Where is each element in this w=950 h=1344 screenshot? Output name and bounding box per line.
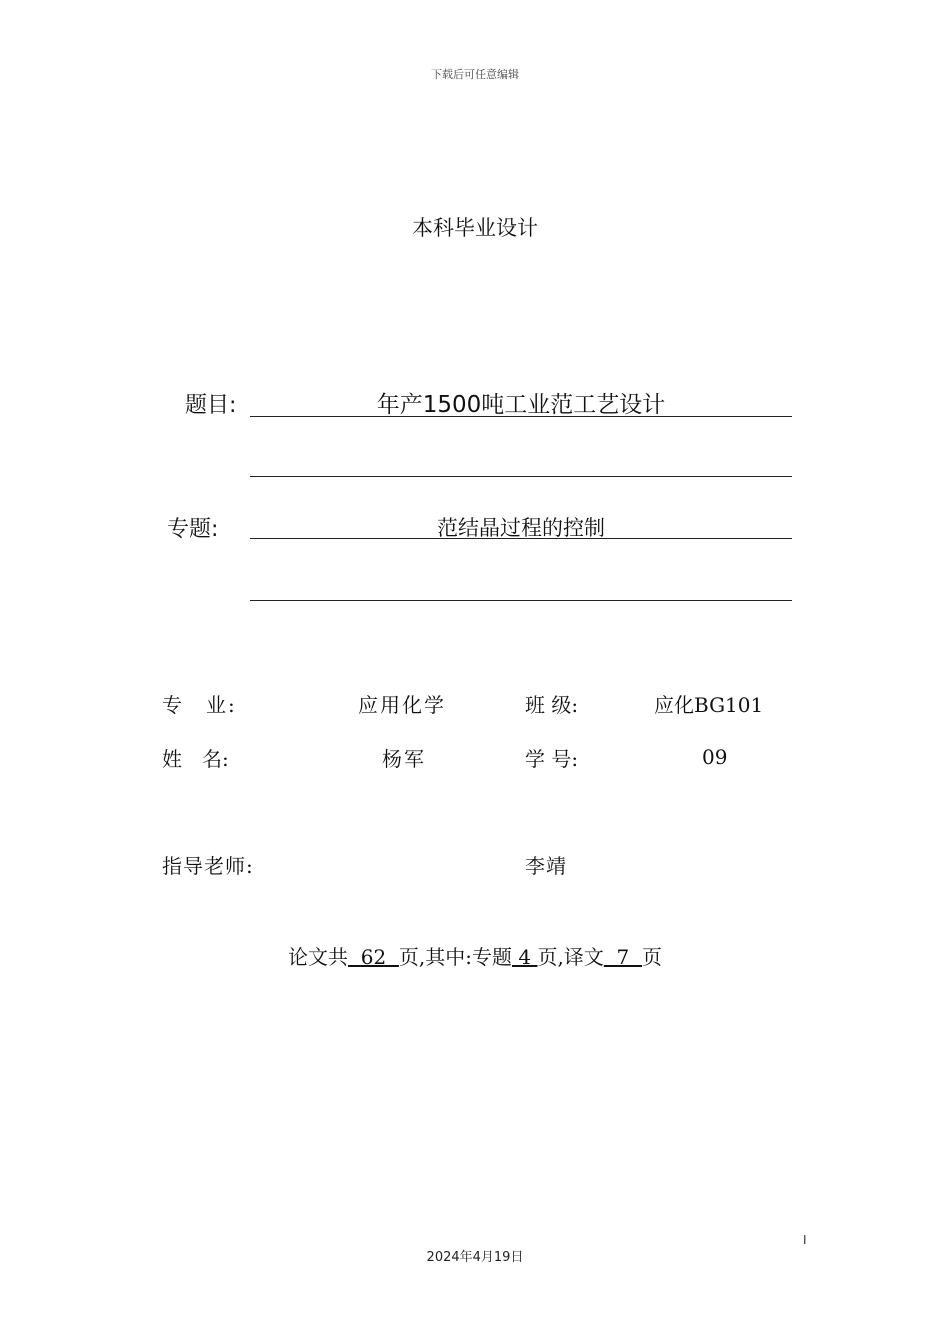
- page-count-suffix: 页: [641, 945, 662, 969]
- header-note: 下载后可任意编辑: [431, 68, 519, 81]
- topic-underline-blank: [250, 600, 792, 601]
- title-underline-blank: [250, 476, 792, 477]
- title-value: 年产1500吨工业范工艺设计: [376, 392, 666, 418]
- title-label: 题目:: [185, 393, 237, 418]
- student-id-label: 学 号:: [525, 747, 579, 771]
- name-value: 杨军: [382, 747, 426, 771]
- page-number-mark: I: [803, 1233, 807, 1247]
- advisor-value: 李靖: [525, 854, 567, 878]
- page-count-prefix: 论文共: [288, 945, 349, 969]
- page-count-middle: 页,其中:专题: [398, 945, 513, 969]
- major-value: 应用化学: [358, 693, 446, 717]
- topic-pages: 4: [512, 945, 538, 969]
- advisor-label: 指导老师:: [162, 854, 254, 878]
- major-label: 专 业:: [162, 693, 237, 717]
- topic-underline: [250, 538, 792, 539]
- name-label: 姓 名:: [162, 747, 229, 771]
- class-label: 班 级:: [525, 693, 579, 717]
- topic-label: 专题:: [167, 517, 219, 542]
- translation-pages: 7: [603, 945, 642, 969]
- page-count-middle2: 页,译文: [537, 945, 604, 969]
- total-pages: 62: [348, 945, 399, 969]
- footer-date: 2024年4月19日: [426, 1250, 524, 1265]
- title-underline: [250, 416, 792, 417]
- document-type: 本科毕业设计: [412, 216, 538, 240]
- topic-value: 范结晶过程的控制: [437, 516, 605, 540]
- page-count-line: [0, 941, 950, 970]
- class-value: 应化BG101: [654, 693, 764, 717]
- student-id-value: 09: [702, 745, 728, 769]
